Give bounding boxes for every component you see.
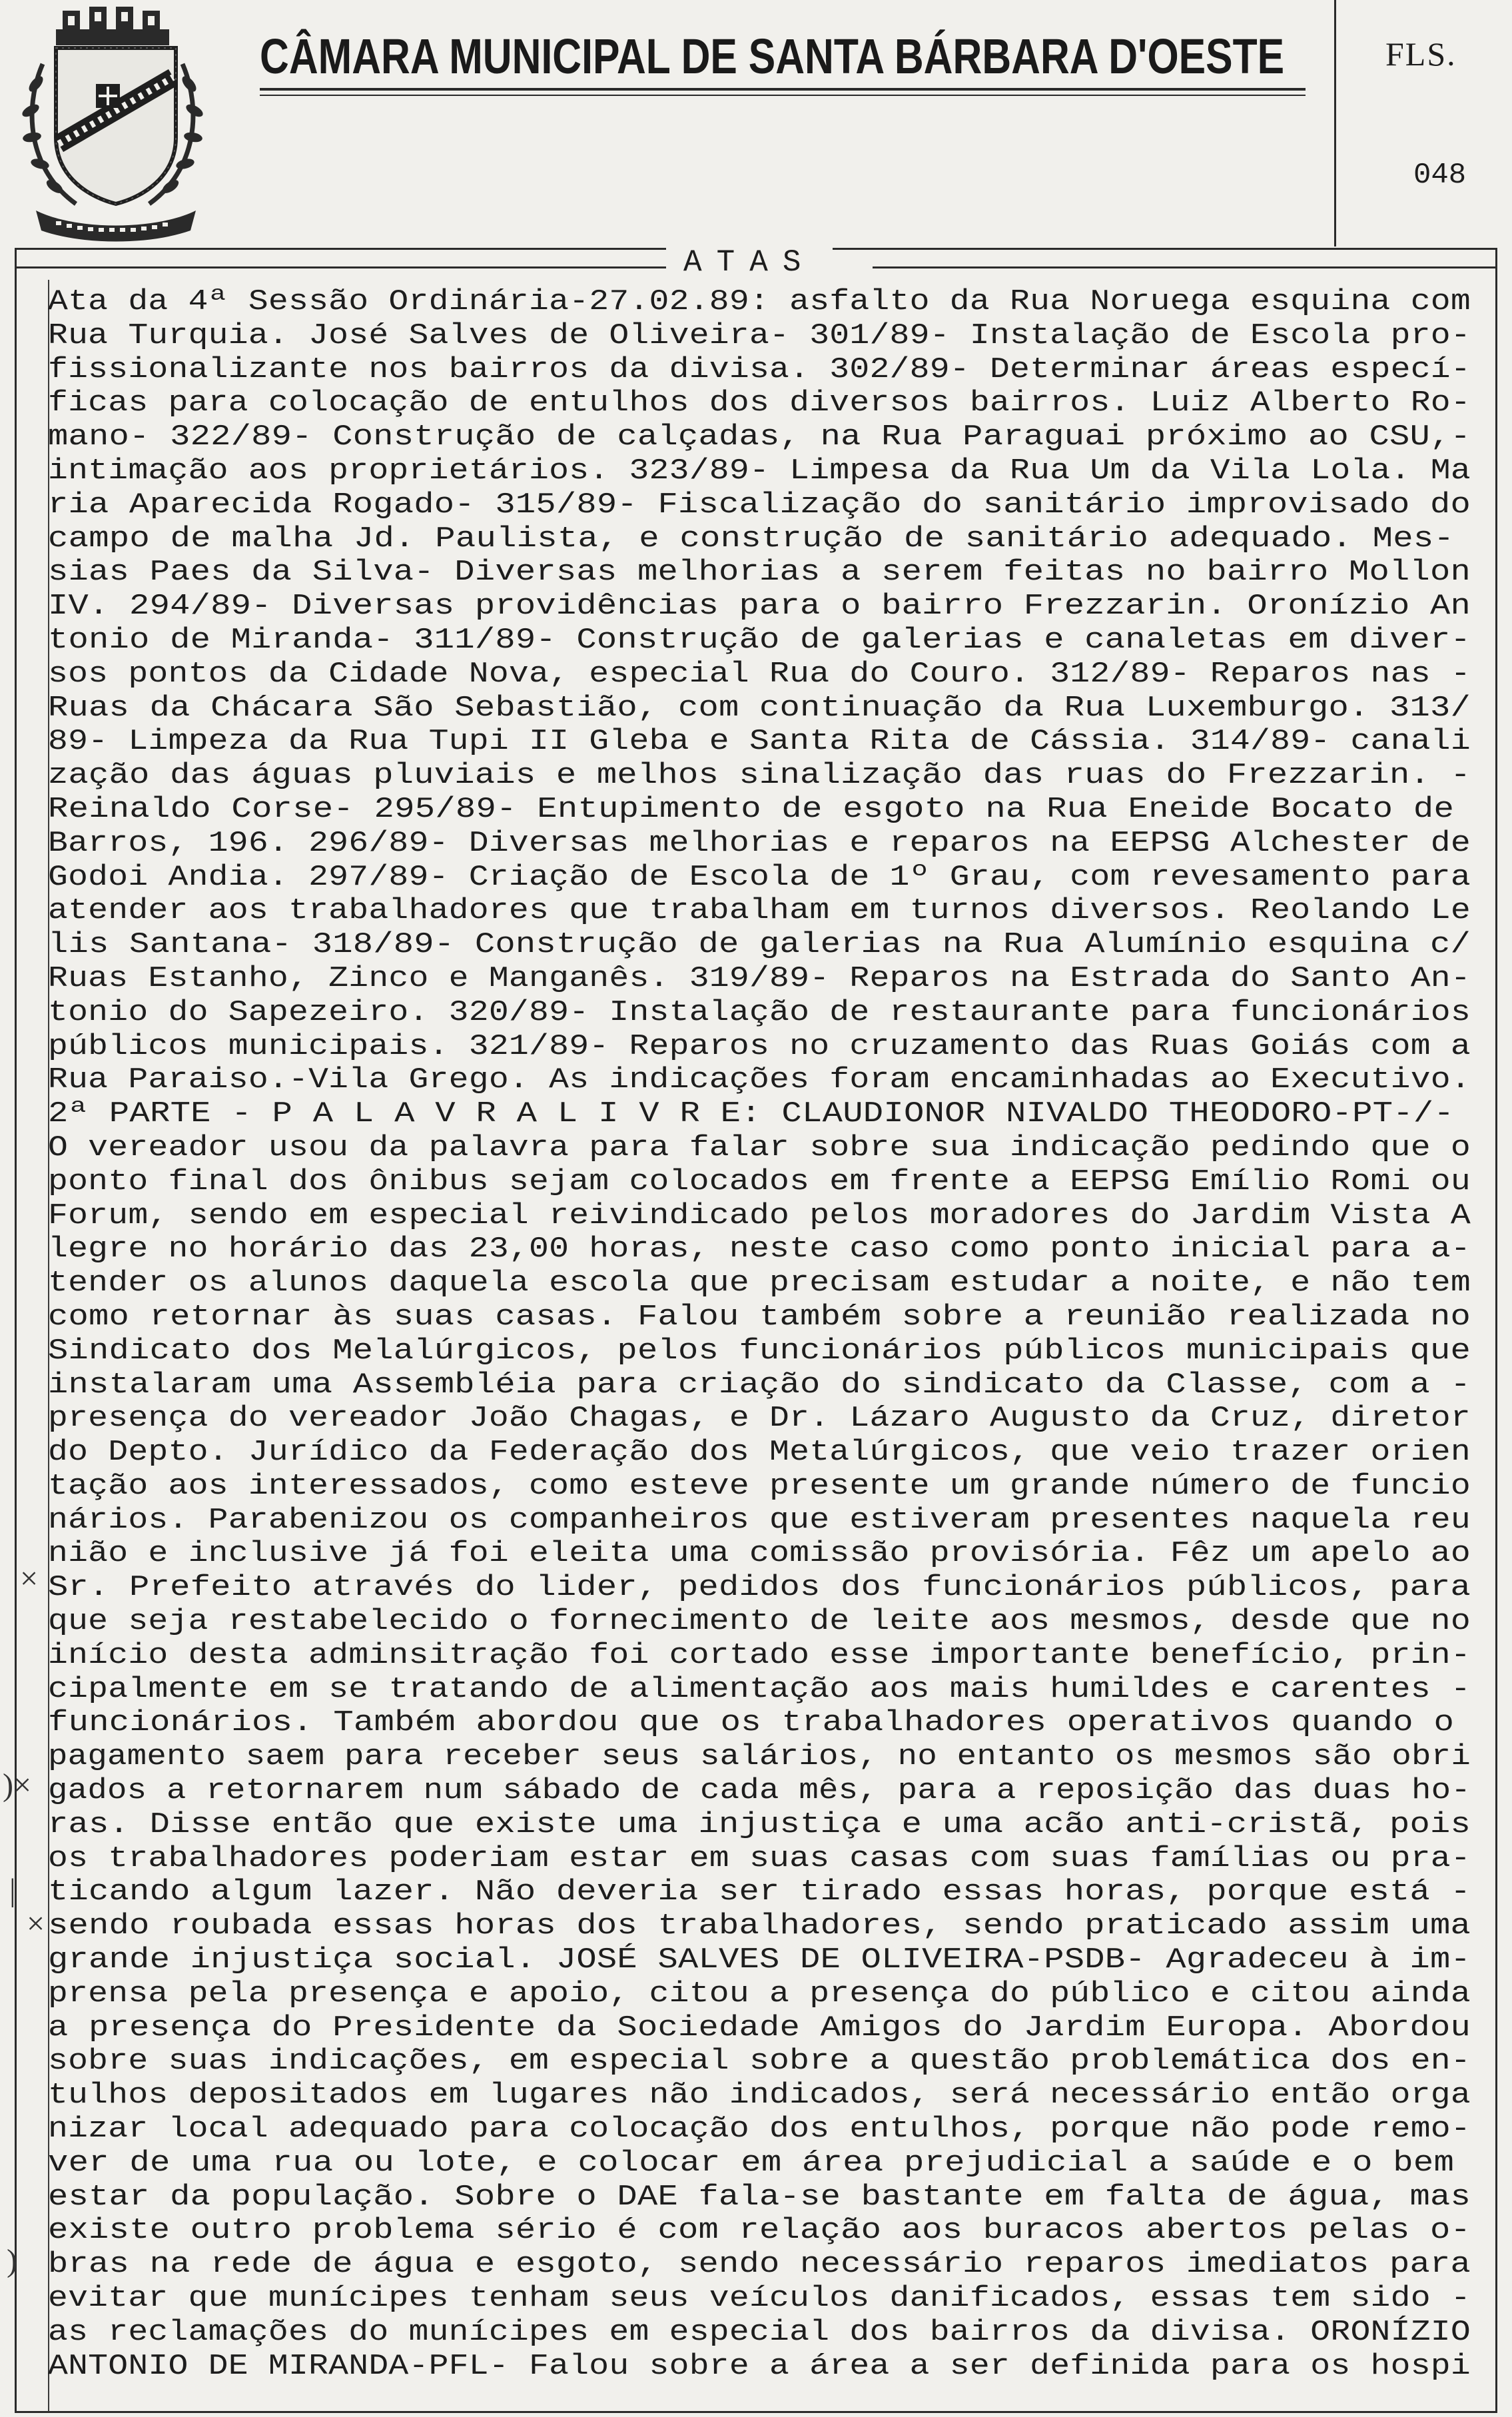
margin-annotation: × <box>20 1561 39 1596</box>
minutes-line: sos pontos da Cidade Nova, especial Rua do Couro. 312/89- Reparos nas - <box>48 657 1471 691</box>
minutes-line: tulhos depositados em lugares não indicados, será necessário então orga <box>48 2079 1471 2113</box>
title-rule-right <box>873 266 1496 268</box>
minutes-line: ras. Disse então que existe uma injustiça e uma acão anti-cristã, pois <box>48 1807 1471 1841</box>
minutes-line: pagamento saem para receber seus salários, no entanto os mesmos são obri <box>48 1740 1471 1774</box>
section-title: ATAS <box>666 245 833 280</box>
minutes-line: ver de uma rua ou lote, e colocar em área prejudicial a saúde e o bem <box>48 2146 1455 2180</box>
minutes-line: campo de malha Jd. Paulista, e construção de sanitário adequado. Mes- <box>48 522 1455 556</box>
minutes-line: Barros, 196. 296/89- Diversas melhorias e reparos na EEPSG Alchester de <box>48 826 1471 860</box>
minutes-line: Sindicato dos Melalúrgicos, pelos funcionários públicos municipais que <box>48 1334 1471 1368</box>
minutes-line: instalaram uma Assembléia para criação do sindicato da Classe, com a - <box>48 1368 1471 1402</box>
minutes-line: nários. Parabenizou os companheiros que estiveram presentes naquela reu <box>48 1503 1471 1537</box>
minutes-line: Rua Turquia. José Salves de Oliveira- 301/89- Instalação de Escola pro- <box>48 318 1471 352</box>
minutes-line: mano- 322/89- Construção de calçadas, na Rua Paraguai próximo ao CSU,- <box>48 420 1471 454</box>
minutes-line: tação aos interessados, como esteve presente um grande número de funcio <box>48 1469 1471 1503</box>
minutes-line: Ata da 4ª Sessão Ordinária-27.02.89: asfalto da Rua Noruega esquina com <box>48 285 1471 318</box>
minutes-line: sendo roubada essas horas dos trabalhadores, sendo praticado assim uma <box>48 1909 1471 1943</box>
minutes-line: presença do vereador João Chagas, e Dr. Lázaro Augusto da Cruz, diretor <box>48 1402 1471 1436</box>
minutes-line: grande injustiça social. JOSÉ SALVES DE OLIVEIRA-PSDB- Agradeceu à im- <box>48 1943 1471 1977</box>
minutes-line: cipalmente em se tratando de alimentação aos mais humildes e carentes - <box>48 1672 1471 1706</box>
minutes-line: intimação aos proprietários. 323/89- Limpesa da Rua Um da Vila Lola. Ma <box>48 454 1471 488</box>
header-rule <box>260 88 1306 91</box>
minutes-line: início desta adminsitração foi cortado esse importante benefício, prin- <box>48 1638 1471 1672</box>
minutes-line: públicos municipais. 321/89- Reparos no cruzamento das Ruas Goiás com a <box>48 1029 1471 1063</box>
minutes-line: tender os alunos daquela escola que precisam estudar a noite, e não tem <box>48 1266 1471 1300</box>
minutes-line: Reinaldo Corse- 295/89- Entupimento de esgoto na Rua Eneide Bocato de <box>48 792 1455 826</box>
minutes-line: evitar que munícipes tenham seus veículos danificados, essas tem sido - <box>48 2282 1471 2316</box>
minutes-line: estar da população. Sobre o DAE fala-se bastante em falta de água, mas <box>48 2180 1471 2214</box>
minutes-line: prensa pela presença e apoio, citou a presença do público e citou ainda <box>48 1977 1471 2011</box>
fls-label: FLS. <box>1385 35 1457 73</box>
minutes-line: lis Santana- 318/89- Construção de galerias na Rua Alumínio esquina c/ <box>48 928 1471 962</box>
minutes-line: ticando algum lazer. Não deveria ser tirado essas horas, porque está - <box>48 1875 1471 1909</box>
margin-annotation: ) <box>7 2243 17 2278</box>
minutes-line: nião e inclusive já foi eleita uma comissão provisória. Fêz um apelo ao <box>48 1537 1471 1571</box>
minutes-line: gados a retornarem num sábado de cada mês, para a reposição das duas ho- <box>48 1774 1471 1808</box>
minutes-line: ria Aparecida Rogado- 315/89- Fiscalização do sanitário improvisado do <box>48 488 1471 522</box>
minutes-line: como retornar às suas casas. Falou também sobre a reunião realizada no <box>48 1300 1471 1334</box>
minutes-line: existe outro problema sério é com relação aos buracos abertos pelas o- <box>48 2214 1471 2248</box>
minutes-line: tonio do Sapezeiro. 320/89- Instalação de restaurante para funcionários <box>48 995 1471 1029</box>
minutes-line: a presença do Presidente da Sociedade Amigos do Jardim Europa. Abordou <box>48 2011 1471 2045</box>
minutes-line: IV. 294/89- Diversas providências para o bairro Frezzarin. Oronízio An <box>48 590 1471 624</box>
minutes-line: Sr. Prefeito através do lider, pedidos dos funcionários públicos, para <box>48 1571 1471 1605</box>
minutes-line: zação das águas pluviais e melhos sinalização das ruas do Frezzarin. - <box>48 759 1471 793</box>
minutes-line: O vereador usou da palavra para falar sobre sua indicação pedindo que o <box>48 1131 1471 1165</box>
minutes-line: ponto final dos ônibus sejam colocados em frente a EEPSG Emílio Romi ou <box>48 1165 1471 1199</box>
margin-annotation: × <box>27 1906 45 1941</box>
minutes-line: Godoi Andia. 297/89- Criação de Escola de 1º Grau, com revesamento para <box>48 860 1471 894</box>
margin-annotation: )× <box>3 1767 32 1803</box>
minutes-line: do Depto. Jurídico da Federação dos Metalúrgicos, que veio trazer orien <box>48 1436 1471 1470</box>
minutes-line: legre no horário das 23,00 horas, neste caso como ponto inicial para a- <box>48 1232 1471 1266</box>
minutes-line: sobre suas indicações, em especial sobre a questão problemática dos en- <box>48 2045 1471 2079</box>
minutes-line: nizar local adequado para colocação dos entulhos, porque não pode remo- <box>48 2113 1471 2147</box>
minutes-line: fissionalizante nos bairros da divisa. 302/89- Determinar áreas especí- <box>48 352 1471 386</box>
minutes-line: tonio de Miranda- 311/89- Construção de galerias e canaletas em diver- <box>48 623 1471 657</box>
minutes-line: os trabalhadores poderiam estar em suas casas com suas famílias ou pra- <box>48 1841 1471 1875</box>
minutes-body <box>48 285 1487 2383</box>
minutes-line: Forum, sendo em especial reivindicado pelos moradores do Jardim Vista A <box>48 1199 1471 1232</box>
minutes-line: atender aos trabalhadores que trabalham em turnos diversos. Reolando Le <box>48 894 1471 928</box>
minutes-line: ANTONIO DE MIRANDA-PFL- Falou sobre a área a ser definida para os hospi <box>48 2349 1471 2383</box>
minutes-line: Ruas da Chácara São Sebastião, com continuação da Rua Luxemburgo. 313/ <box>48 691 1471 725</box>
header-divider <box>1334 0 1336 246</box>
minutes-line: que seja restabelecido o fornecimento de leite aos mesmos, desde que no <box>48 1605 1471 1639</box>
header-rule-thin <box>260 95 1306 96</box>
minutes-line: as reclamações do munícipes em especial dos bairros da divisa. ORONÍZIO <box>48 2315 1471 2349</box>
minutes-line: 89- Limpeza da Rua Tupi II Gleba e Santa Rita de Cássia. 314/89- canali <box>48 725 1471 759</box>
minutes-line: bras na rede de água e esgoto, sendo necessário reparos imediatos para <box>48 2248 1471 2282</box>
page-number: 048 <box>1413 159 1467 192</box>
minutes-line: 2ª PARTE - P A L A V R A L I V R E: CLAUDIONOR NIVALDO THEODORO-PT-/- <box>48 1097 1455 1131</box>
minutes-line: Ruas Estanho, Zinco e Manganês. 319/89- Reparos na Estrada do Santo An- <box>48 961 1471 995</box>
institution-title: CÂMARA MUNICIPAL DE SANTA BÁRBARA D'OESTE <box>260 29 1285 84</box>
margin-annotation: | <box>9 1873 16 1908</box>
minutes-line: ficas para colocação de entulhos dos diversos bairros. Luiz Alberto Ro- <box>48 386 1471 420</box>
municipal-crest-logo <box>16 4 216 244</box>
minutes-line: sias Paes da Silva- Diversas melhorias a serem feitas no bairro Mollon <box>48 556 1471 590</box>
minutes-line: funcionários. Também abordou que os trabalhadores operativos quando o <box>48 1706 1455 1740</box>
title-rule-left <box>16 266 666 268</box>
minutes-line: Rua Paraiso.-Vila Grego. As indicações foram encaminhadas ao Executivo. <box>48 1063 1471 1097</box>
